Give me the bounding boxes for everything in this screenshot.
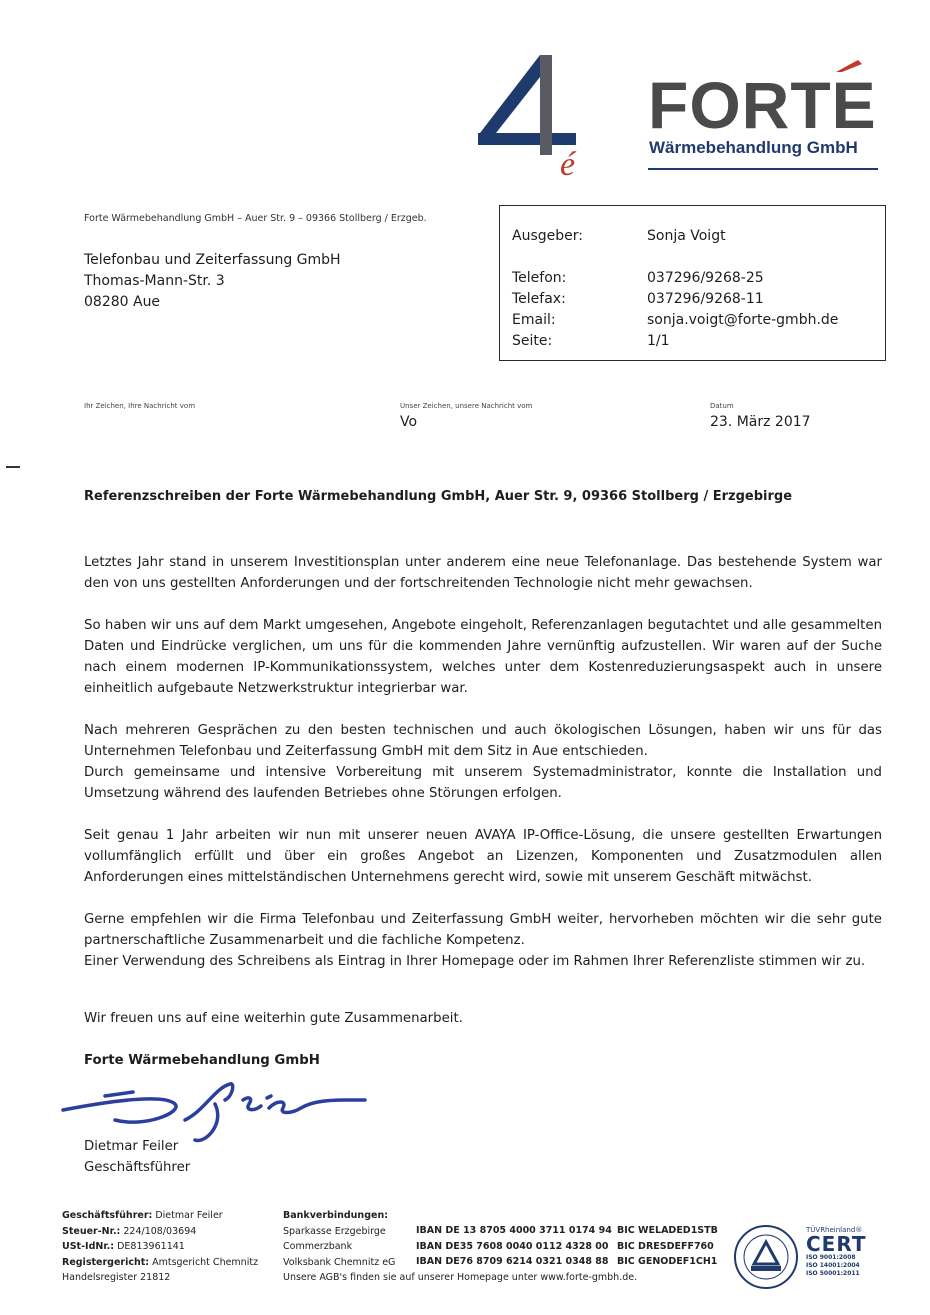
vat-label: USt-IdNr.: [62,1241,115,1252]
bic-3: BIC GENODEF1CH1 [617,1256,718,1267]
email-value: sonja.voigt@forte-gmbh.de [647,312,839,328]
iso-50001: ISO 50001:2011 [806,1270,860,1277]
sender-return-address: Forte Wärmebehandlung GmbH – Auer Str. 9 – 09366 Stollberg / Erzgeb. [84,213,427,224]
paragraph-3a: Nach mehreren Gesprächen zu den besten technischen und auch ökologischen Lösungen, haben wir uns für das Unternehmen Telefonbau und Zeiterfassung GmbH mit dem Sitz in Aue entschieden. [84,723,882,759]
paragraph-4: Seit genau 1 Jahr arbeiten wir nun mit unserer neuen AVAYA IP-Office-Lösung, die unsere gestellten Erwartungen vollumfänglich erfüllt und über ein großes Angebot an Lizenzen, Komponenten und Zusatzmodulen allen Anforderungen eines mittelständischen Unternehmens gerecht wird, sowie mit unserem Geschäft mitwächst. [84,828,882,885]
forte-logo-text: FORTE [648,68,877,142]
cert-top-text: TÜVRheinland® [806,1226,863,1234]
signer-block [84,1136,190,1178]
certification-seal-icon [733,1224,799,1290]
svg-text:é: é [560,146,576,180]
4te-logo-icon [478,55,588,180]
iso-14001: ISO 14001:2004 [806,1262,860,1269]
date-value: 23. März 2017 [710,414,811,430]
our-reference-label: Unser Zeichen, unsere Nachricht vom [400,402,533,410]
tuv-cert-badge [806,1226,880,1288]
paragraph-2: So haben wir uns auf dem Markt umgesehen, Angebote eingeholt, Referenzanlagen begutachtet und alle gesammelten Daten und Eindrücke verglichen, um uns für die kommenden Jahre vernünftig aufzustellen. Wir waren auf der Suche nach einem modernen IP-Kommunikationssystem, welches unter dem Kostenreduzierungsaspekt auch in unsere einheitlich aufgebaute Netzwerkstruktur integrierbar war. [84,618,882,696]
phone-label: Telefon: [512,270,567,286]
paragraph-3b: Durch gemeinsame und intensive Vorbereitung mit unserem Systemadministrator, konnte die Installation und Umsetzung während des laufenden Betriebes ohne Störungen erfolgen. [84,765,882,801]
recipient-street: Thomas-Mann-Str. 3 [84,273,225,289]
phone-value: 037296/9268-25 [647,270,764,286]
md-label: Geschäftsführer: [62,1210,153,1221]
bank3-name: Volksbank Chemnitz eG [283,1256,396,1268]
email-label: Email: [512,312,556,328]
fax-value: 037296/9268-11 [647,291,764,307]
cert-main-text: CERT [806,1232,867,1256]
letter-body [84,552,882,993]
recipient-address [84,250,341,313]
signer-title: Geschäftsführer [84,1160,191,1175]
forte-logo-subtitle: Wärmebehandlung GmbH [649,138,858,157]
iban-2: IBAN DE35 7608 0040 0112 4328 00 [416,1240,609,1252]
issuer-label: Ausgeber: [512,228,583,244]
bic-1: BIC WELADED1STB [617,1225,718,1236]
paragraph-5 [84,909,882,972]
paragraph-1: Letztes Jahr stand in unserem Investitionsplan unter anderem eine neue Telefonanlage. Das bestehende System war den von uns gestellten Anforderungen und der fortschreitenden Technologie nicht mehr gewachsen. [84,555,882,591]
your-reference-label: Ihr Zeichen, Ihre Nachricht vom [84,402,196,410]
date-label: Datum [710,402,734,410]
letter-subject: Referenzschreiben der Forte Wärmebehandlung GmbH, Auer Str. 9, 09366 Stollberg / Erzgebirge [84,489,793,504]
footer-bic-list [617,1223,718,1270]
bank-heading: Bankverbindungen: [283,1210,389,1221]
footer-iban-list [416,1223,612,1270]
recipient-city: 08280 Aue [84,294,161,310]
tax-label: Steuer-Nr.: [62,1225,121,1237]
vat-value: DE813961141 [117,1241,185,1252]
bic-2: BIC DRESDEFF760 [617,1240,714,1252]
court-label: Registergericht: [62,1256,150,1268]
page-value: 1/1 [647,333,670,349]
paragraph-3 [84,720,882,804]
issuer-value: Sonja Voigt [647,228,726,244]
court-value: Amtsgericht Chemnitz [152,1256,259,1268]
logo-divider [648,168,878,170]
footer-company-info [62,1208,258,1286]
iban-1: IBAN DE 13 8705 4000 3711 0174 94 [416,1225,612,1236]
fax-label: Telefax: [512,291,566,307]
bank1-name: Sparkasse Erzgebirge [283,1225,386,1237]
bank2-name: Commerzbank [283,1241,353,1252]
signature-company: Forte Wärmebehandlung GmbH [84,1053,320,1068]
paragraph-5a: Gerne empfehlen wir die Firma Telefonbau und Zeiterfassung GmbH weiter, hervorheben möchten wir die sehr gute partnerschaftliche Zusammenarbeit und die fachliche Kompetenz. [84,912,882,948]
paragraph-5b: Einer Verwendung des Schreibens als Eintrag in Ihrer Homepage oder im Rahmen Ihrer Referenzliste stimmen wir zu. [84,954,866,969]
recipient-name: Telefonbau und Zeiterfassung GmbH [84,252,341,268]
contact-info-box [499,205,886,361]
fold-mark [6,466,20,468]
signer-name: Dietmar Feiler [84,1139,179,1154]
register-number: Handelsregister 21812 [62,1272,171,1283]
iban-3: IBAN DE76 8709 6214 0321 0348 88 [416,1256,609,1267]
agb-note: Unsere AGB's finden sie auf unserer Homepage unter www.forte-gmbh.de. [283,1272,638,1283]
iso-9001: ISO 9001:2008 [806,1254,856,1261]
our-reference-value: Vo [400,414,418,430]
closing-sentence: Wir freuen uns auf eine weiterhin gute Zusammenarbeit. [84,1011,463,1026]
md-value: Dietmar Feiler [155,1210,223,1221]
tax-value: 224/108/03694 [123,1225,197,1237]
page-label: Seite: [512,333,553,349]
acute-accent-icon [832,58,862,72]
